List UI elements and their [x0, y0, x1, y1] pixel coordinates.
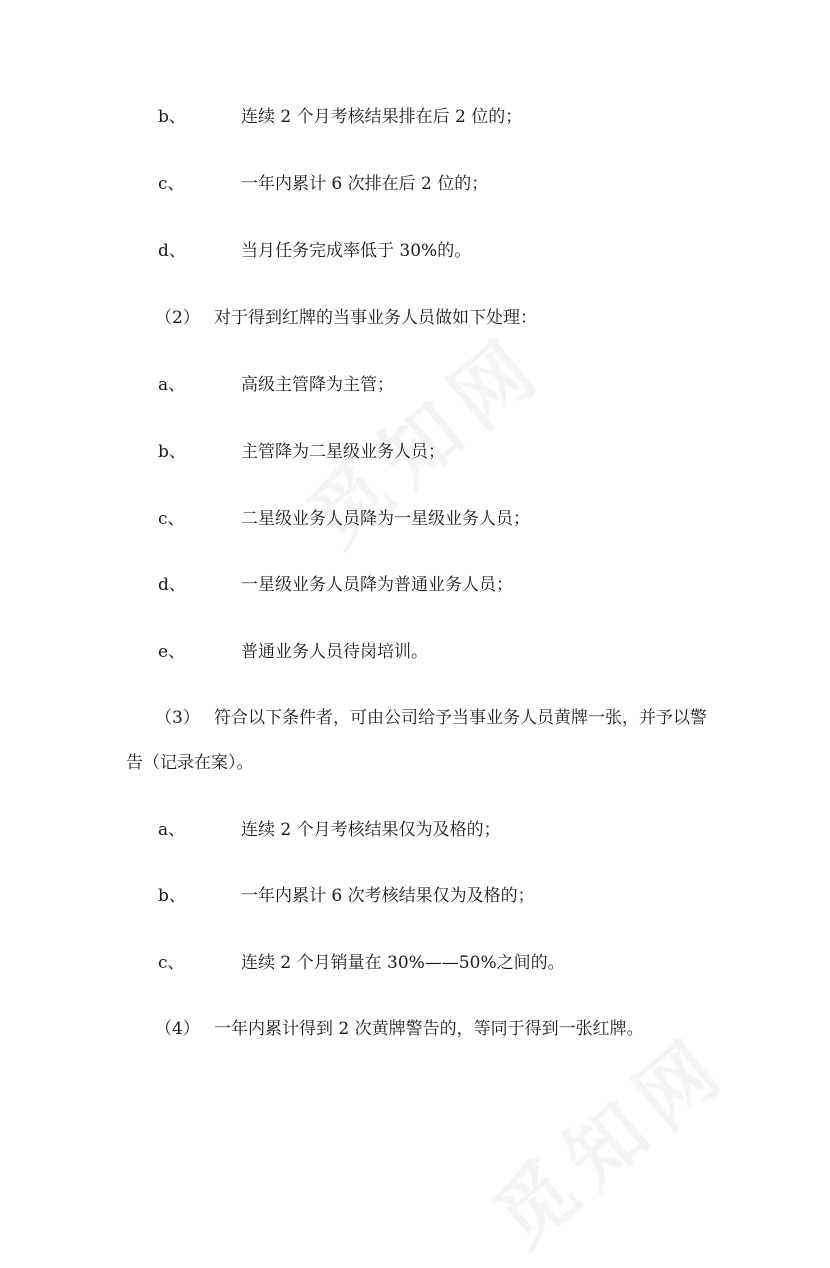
list-item: 普通业务人员待岗培训。: [241, 642, 428, 662]
section-paragraph-line1: 符合以下条件者，可由公司给予当事业务人员黄牌一张，并予以警: [214, 708, 707, 728]
section-heading: 对于得到红牌的当事业务人员做如下处理：: [214, 308, 537, 328]
list-item: 一年内累计 6 次考核结果仅为及格的；: [241, 886, 535, 906]
list-marker: b、: [158, 442, 186, 462]
list-marker: d、: [158, 241, 186, 261]
list-item: 二星级业务人员降为一星级业务人员；: [241, 509, 530, 529]
list-marker: b、: [158, 886, 186, 906]
list-marker: a、: [158, 375, 186, 395]
list-marker: c、: [158, 953, 185, 973]
list-item: 当月任务完成率低于 30%的。: [241, 241, 472, 261]
section-number: （4）: [155, 1019, 200, 1039]
list-item: 连续 2 个月销量在 30%——50%之间的。: [241, 953, 565, 973]
section-paragraph-line2: 告（记录在案）。: [126, 753, 254, 773]
section-paragraph: 一年内累计得到 2 次黄牌警告的，等同于得到一张红牌。: [214, 1019, 644, 1039]
section-number: （2）: [155, 308, 200, 328]
list-marker: a、: [158, 820, 186, 840]
list-marker: e、: [158, 642, 186, 662]
list-marker: d、: [158, 575, 186, 595]
list-item: 连续 2 个月考核结果仅为及格的；: [241, 820, 501, 840]
watermark-bottom: [466, 1004, 749, 1267]
list-marker: c、: [158, 509, 185, 529]
section-number: （3）: [155, 708, 200, 728]
list-item: 一年内累计 6 次排在后 2 位的；: [241, 174, 489, 194]
list-item: 高级主管降为主管；: [241, 375, 394, 395]
list-item: 主管降为二星级业务人员；: [241, 442, 445, 462]
list-item: 连续 2 个月考核结果排在后 2 位的；: [241, 107, 523, 127]
list-marker: c、: [158, 174, 185, 194]
list-item: 一星级业务人员降为普通业务人员；: [241, 575, 513, 595]
list-marker: b、: [158, 107, 186, 127]
